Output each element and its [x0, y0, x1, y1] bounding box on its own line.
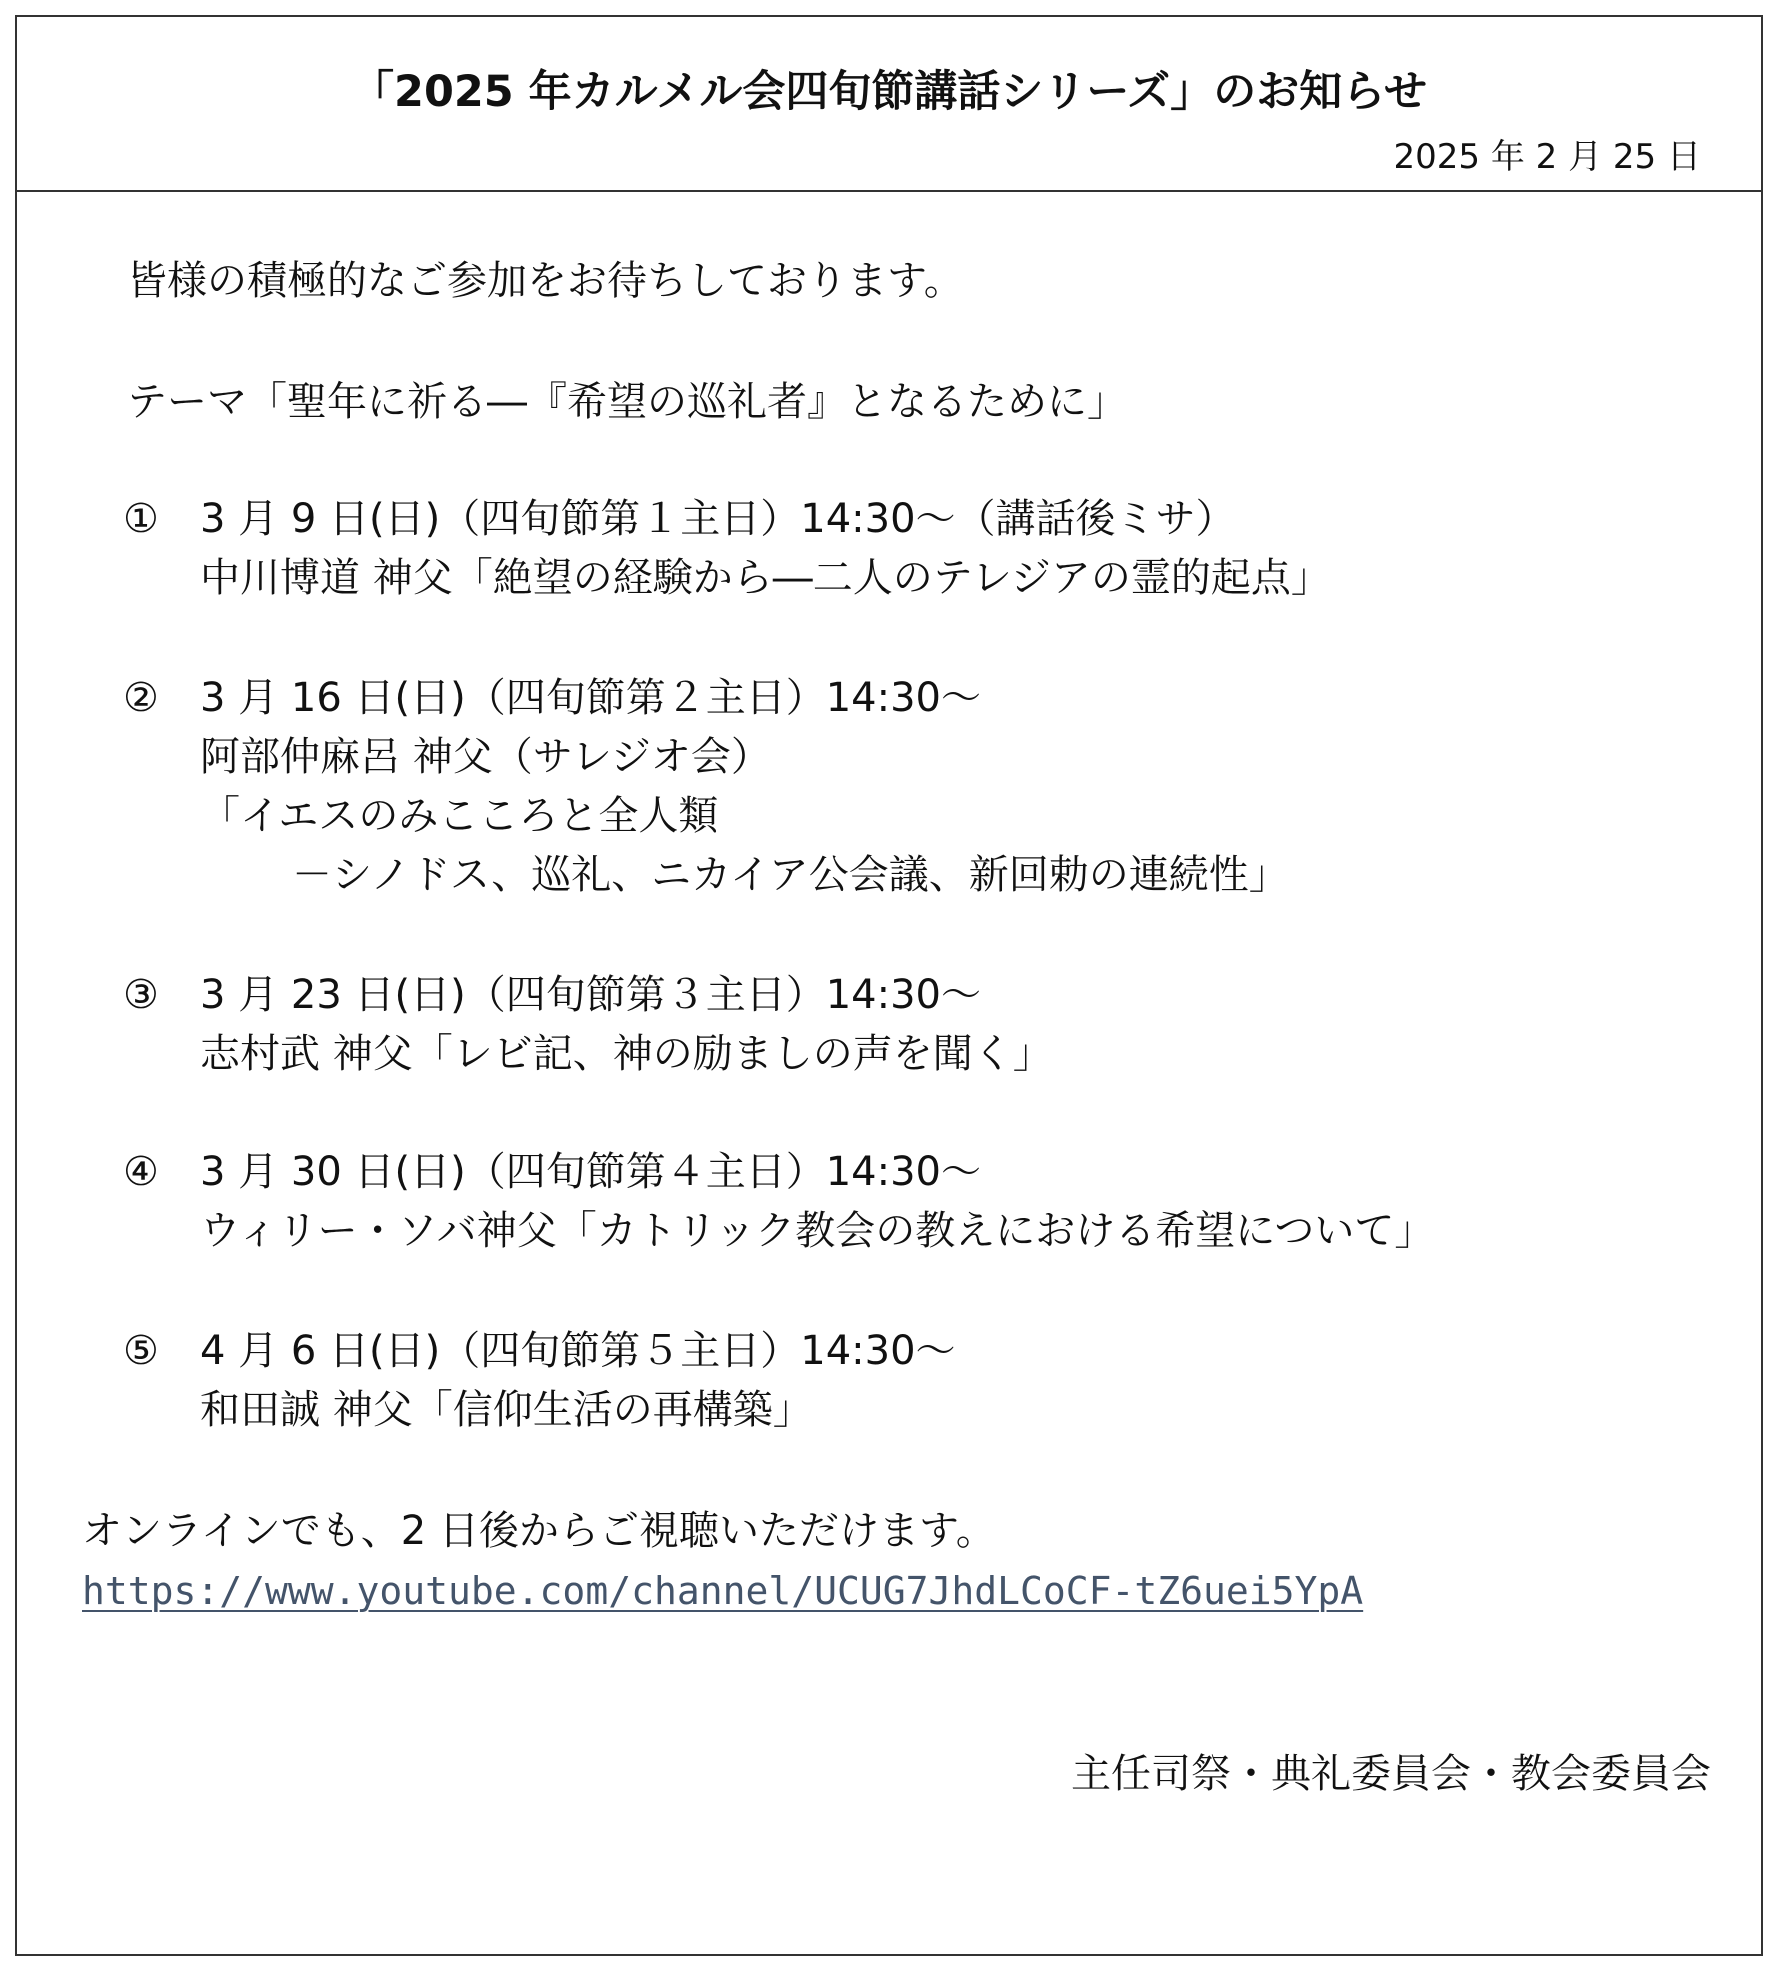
youtube-channel-link[interactable]: https://www.youtube.com/channel/UCUG7JhdLCoCF-tZ6uei5YpA [82, 1569, 1364, 1613]
online-note: オンラインでも、2 日後からご視聴いただけます。 [82, 1508, 996, 1554]
theme-text: テーマ「聖年に祈る―『希望の巡礼者』となるために」 [127, 379, 1127, 425]
session-3-number: ③ [123, 972, 159, 1018]
session-2-topic-line-2: －シノドス、巡礼、ニカイア公会議、新回勅の連続性」 [292, 852, 1289, 898]
session-2-speaker: 阿部仲麻呂 神父（サレジオ会） [200, 734, 771, 780]
notice-title: 「2025 年カルメル会四旬節講話シリーズ」のお知らせ [351, 67, 1427, 117]
session-1-speaker: 中川博道 神父「絶望の経験から―二人のテレジアの霊的起点」 [200, 555, 1331, 601]
session-5-speaker: 和田誠 神父「信仰生活の再構築」 [200, 1387, 813, 1433]
session-4-speaker: ウィリー・ソバ神父「カトリック教会の教えにおける希望について」 [200, 1208, 1435, 1254]
notice-date: 2025 年 2 月 25 日 [1393, 137, 1701, 177]
organizer-signature: 主任司祭・典礼委員会・教会委員会 [1071, 1751, 1711, 1797]
session-5-date: 4 月 6 日(日)（四旬節第５主日）14:30～ [200, 1328, 956, 1374]
session-2-topic-line-1: 「イエスのみこころと全人類 [200, 793, 719, 839]
notice-header [17, 17, 1761, 192]
session-3-date: 3 月 23 日(日)（四旬節第３主日）14:30～ [200, 972, 981, 1018]
session-2-date: 3 月 16 日(日)（四旬節第２主日）14:30～ [200, 675, 981, 721]
session-1-number: ① [123, 496, 159, 542]
session-2-number: ② [123, 675, 159, 721]
session-4-date: 3 月 30 日(日)（四旬節第４主日）14:30～ [200, 1149, 981, 1195]
session-4-number: ④ [123, 1149, 159, 1195]
session-3-speaker: 志村武 神父「レビ記、神の励ましの声を聞く」 [200, 1031, 1053, 1077]
intro-text: 皆様の積極的なご参加をお待ちしております。 [127, 258, 964, 304]
session-5-number: ⑤ [123, 1328, 159, 1374]
session-1-date: 3 月 9 日(日)（四旬節第１主日）14:30～（講話後ミサ） [200, 496, 1236, 542]
notice-frame [15, 15, 1763, 1956]
